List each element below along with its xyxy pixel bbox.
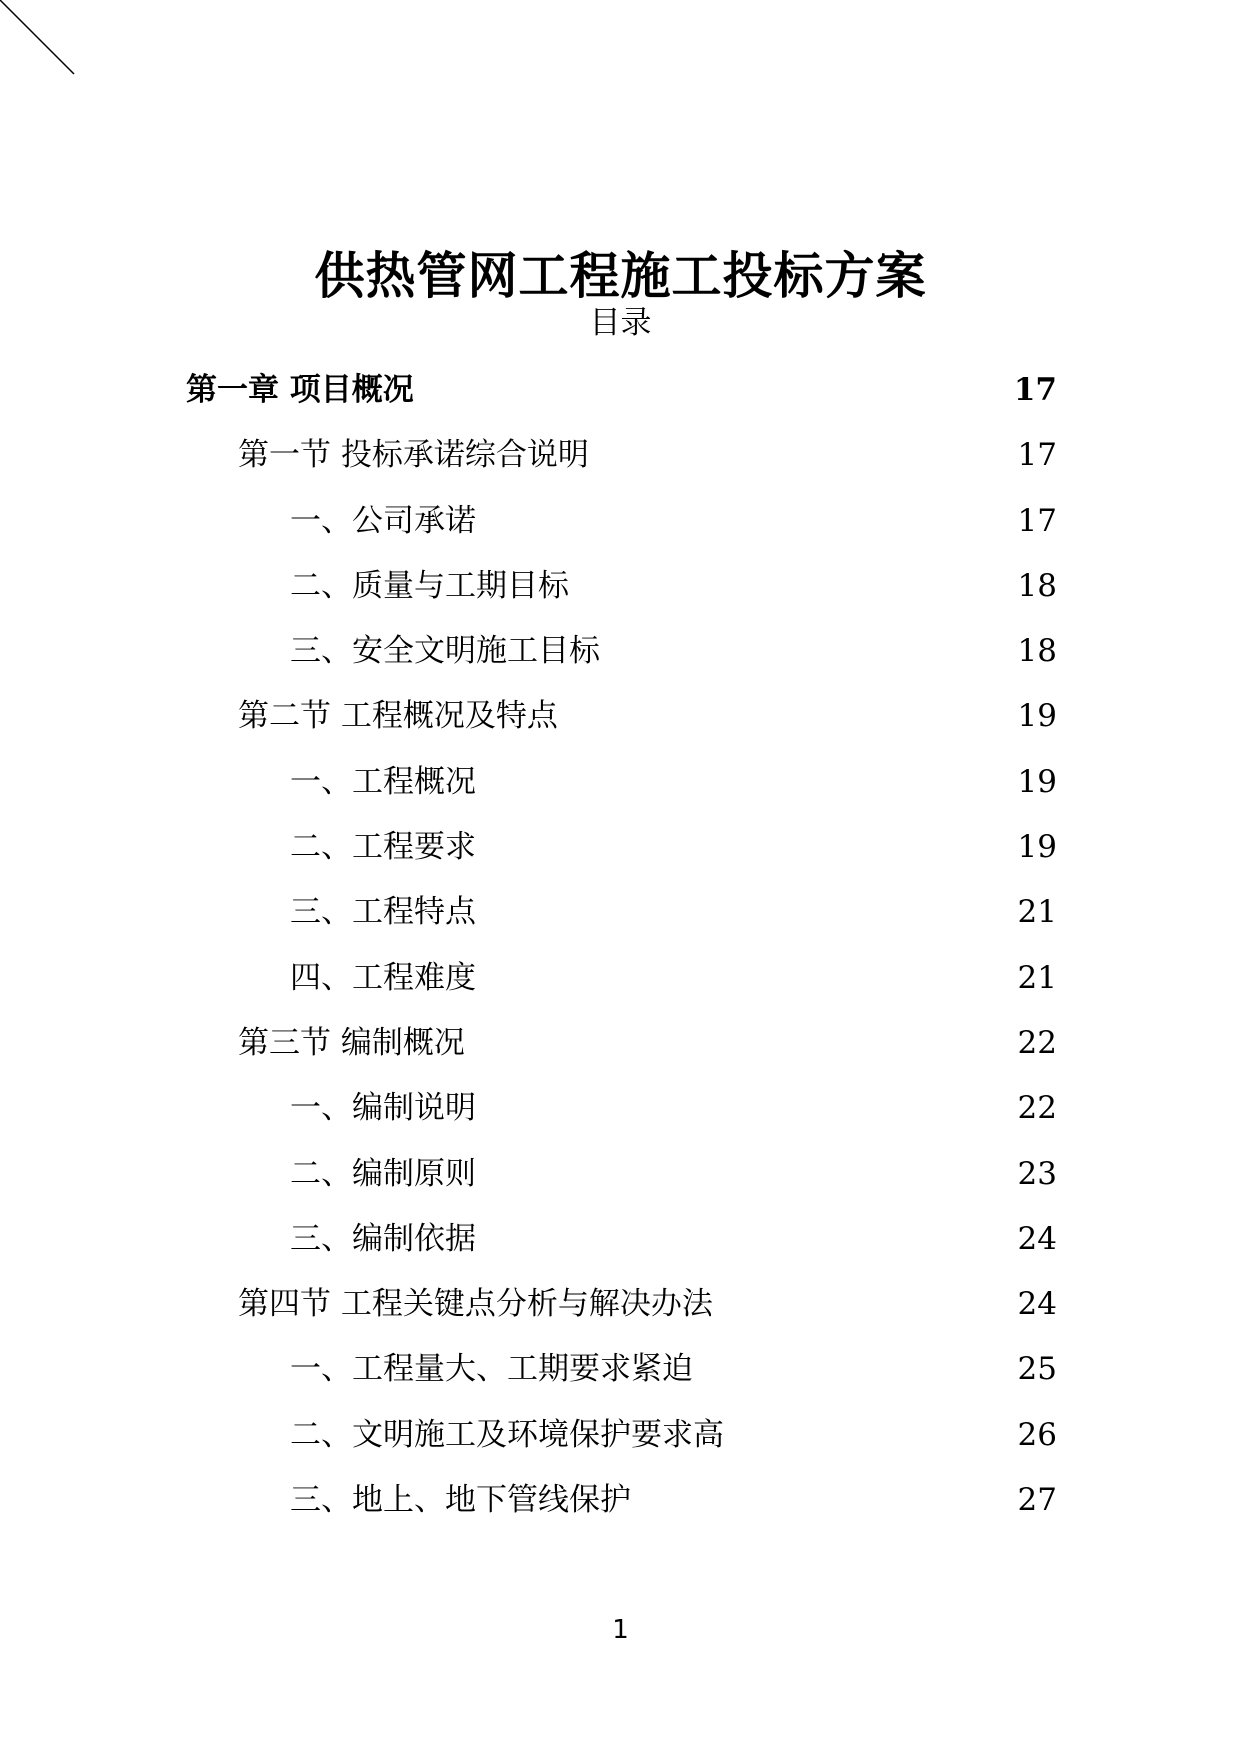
toc-entry-page: 18 <box>1017 567 1057 604</box>
toc-entry-label: 二、文明施工及环境保护要求高 <box>290 1416 724 1453</box>
toc-entry[interactable] <box>0 561 1241 626</box>
toc-entry-page: 19 <box>1017 698 1057 735</box>
toc-entry-page: 21 <box>1017 894 1057 931</box>
toc-entry[interactable] <box>0 757 1241 822</box>
toc-entry-page: 24 <box>1017 1220 1057 1257</box>
toc-entry-label: 四、工程难度 <box>290 959 476 996</box>
toc-entry-label: 第四节 工程关键点分析与解决办法 <box>238 1286 713 1323</box>
toc-entry-page: 17 <box>1017 437 1057 474</box>
toc-entry-label: 二、工程要求 <box>290 829 476 866</box>
toc-entry[interactable] <box>0 1344 1241 1409</box>
toc-entry-label: 三、编制依据 <box>290 1220 476 1257</box>
toc-entry[interactable] <box>0 1279 1241 1344</box>
toc-entry-page: 22 <box>1017 1024 1057 1061</box>
toc-entry-page: 18 <box>1017 633 1057 670</box>
toc-entry-label: 第一节 投标承诺综合说明 <box>238 437 589 474</box>
toc-entry-page: 19 <box>1017 829 1057 866</box>
toc-entry-label: 二、质量与工期目标 <box>290 567 569 604</box>
toc-entry[interactable] <box>0 430 1241 495</box>
toc-entry[interactable] <box>0 1149 1241 1214</box>
toc-entry[interactable] <box>0 365 1241 430</box>
toc-entry-label: 三、工程特点 <box>290 894 476 931</box>
toc-entry-label: 二、编制原则 <box>290 1155 476 1192</box>
toc-entry[interactable] <box>0 1018 1241 1083</box>
toc-entry-page: 19 <box>1017 763 1057 800</box>
toc-entry[interactable] <box>0 626 1241 691</box>
toc-entry-page: 17 <box>1017 502 1057 539</box>
toc-entry[interactable] <box>0 1214 1241 1279</box>
toc-entry-page: 25 <box>1017 1351 1057 1388</box>
toc-entry[interactable] <box>0 691 1241 756</box>
toc-entry-page: 23 <box>1017 1155 1057 1192</box>
page-number: 1 <box>612 1615 629 1645</box>
toc-entry-label: 一、工程概况 <box>290 763 476 800</box>
toc-entry[interactable] <box>0 822 1241 887</box>
toc-entry-label: 三、地上、地下管线保护 <box>290 1482 631 1519</box>
toc-entry-label: 第二节 工程概况及特点 <box>238 698 558 735</box>
toc-entry-page: 22 <box>1017 1090 1057 1127</box>
toc-entry[interactable] <box>0 496 1241 561</box>
corner-fold-line <box>0 0 80 80</box>
toc-entry[interactable] <box>0 1475 1241 1540</box>
toc-entry[interactable] <box>0 1410 1241 1475</box>
toc-entry-page: 26 <box>1017 1416 1057 1453</box>
toc-heading: 目录 <box>589 305 652 341</box>
toc-entry-label: 第一章 项目概况 <box>186 372 414 408</box>
toc-entry-page: 24 <box>1017 1286 1057 1323</box>
document-title: 供热管网工程施工投标方案 <box>314 246 927 305</box>
toc-entry-page: 21 <box>1017 959 1057 996</box>
table-of-contents <box>0 365 1241 1540</box>
toc-entry-page: 17 <box>1013 372 1057 408</box>
toc-entry-label: 一、公司承诺 <box>290 502 476 539</box>
toc-entry[interactable] <box>0 887 1241 952</box>
toc-entry[interactable] <box>0 953 1241 1018</box>
toc-entry-page: 27 <box>1017 1482 1057 1519</box>
toc-entry-label: 第三节 编制概况 <box>238 1024 465 1061</box>
toc-entry[interactable] <box>0 1083 1241 1148</box>
toc-entry-label: 三、安全文明施工目标 <box>290 633 600 670</box>
toc-entry-label: 一、工程量大、工期要求紧迫 <box>290 1351 693 1388</box>
toc-entry-label: 一、编制说明 <box>290 1090 476 1127</box>
